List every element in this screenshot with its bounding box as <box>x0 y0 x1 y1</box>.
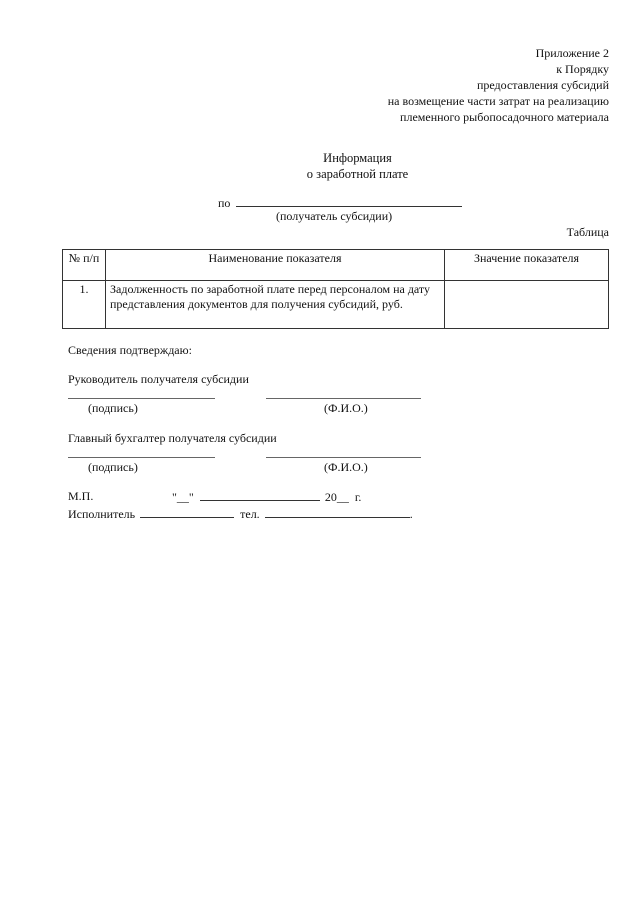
appendix-line: Приложение 2 <box>535 46 609 60</box>
date-year-prefix: 20 <box>324 490 337 504</box>
table-row <box>63 281 609 329</box>
row-number: 1. <box>63 281 106 329</box>
appendix-header <box>388 45 609 125</box>
title-line: о заработной плате <box>306 167 409 181</box>
signature-caption: (подпись) <box>88 460 138 474</box>
full-name-line[interactable] <box>266 398 421 399</box>
signature-caption: (подпись) <box>88 401 138 415</box>
executor-line <box>68 506 413 522</box>
header-indicator-value: Значение показателя <box>445 250 609 281</box>
date-day-blank[interactable]: __ <box>176 490 189 504</box>
date-close-quote: " <box>188 490 194 504</box>
signature-line[interactable] <box>68 457 215 458</box>
full-name-caption: (Ф.И.О.) <box>324 460 368 474</box>
date-line <box>172 489 361 505</box>
recipient-blank[interactable] <box>236 194 462 207</box>
full-name-caption: (Ф.И.О.) <box>324 401 368 415</box>
signature-role: Главный бухгалтер получателя субсидии <box>68 431 277 445</box>
appendix-line: на возмещение части затрат на реализацию <box>387 94 609 108</box>
phone-label: тел. <box>240 507 260 521</box>
date-year-blank[interactable]: __ <box>336 490 349 504</box>
recipient-caption: (получатель субсидии) <box>276 209 393 223</box>
header-number: № п/п <box>63 250 106 281</box>
appendix-line: предоставления субсидий <box>476 78 609 92</box>
row-indicator-value[interactable] <box>445 281 609 329</box>
title-line: Информация <box>323 151 392 165</box>
date-month-blank[interactable] <box>200 489 320 501</box>
header-indicator-name: Наименование показателя <box>106 250 445 281</box>
appendix-line: к Порядку <box>556 62 609 76</box>
confirm-text: Сведения подтверждаю: <box>68 343 192 357</box>
end-dot: . <box>409 507 413 521</box>
executor-label: Исполнитель <box>68 507 136 521</box>
row-indicator-name: Задолженность по заработной плате перед персоналом на дату представления документов для получения субсидий, руб. <box>106 281 445 329</box>
phone-blank[interactable] <box>265 506 410 518</box>
signature-line[interactable] <box>68 398 215 399</box>
date-open-quote: " <box>172 490 177 504</box>
executor-blank[interactable] <box>140 506 234 518</box>
full-name-line[interactable] <box>266 457 421 458</box>
document-title <box>0 150 640 182</box>
table-header-row <box>63 250 609 281</box>
date-year-suffix: г. <box>354 490 362 504</box>
recipient-prefix: по <box>218 196 231 210</box>
table-caption: Таблица <box>566 225 609 239</box>
stamp-label: М.П. <box>68 489 94 503</box>
indicator-table <box>62 249 609 329</box>
signature-role: Руководитель получателя субсидии <box>68 372 249 386</box>
appendix-line: племенного рыбопосадочного материала <box>400 110 609 124</box>
